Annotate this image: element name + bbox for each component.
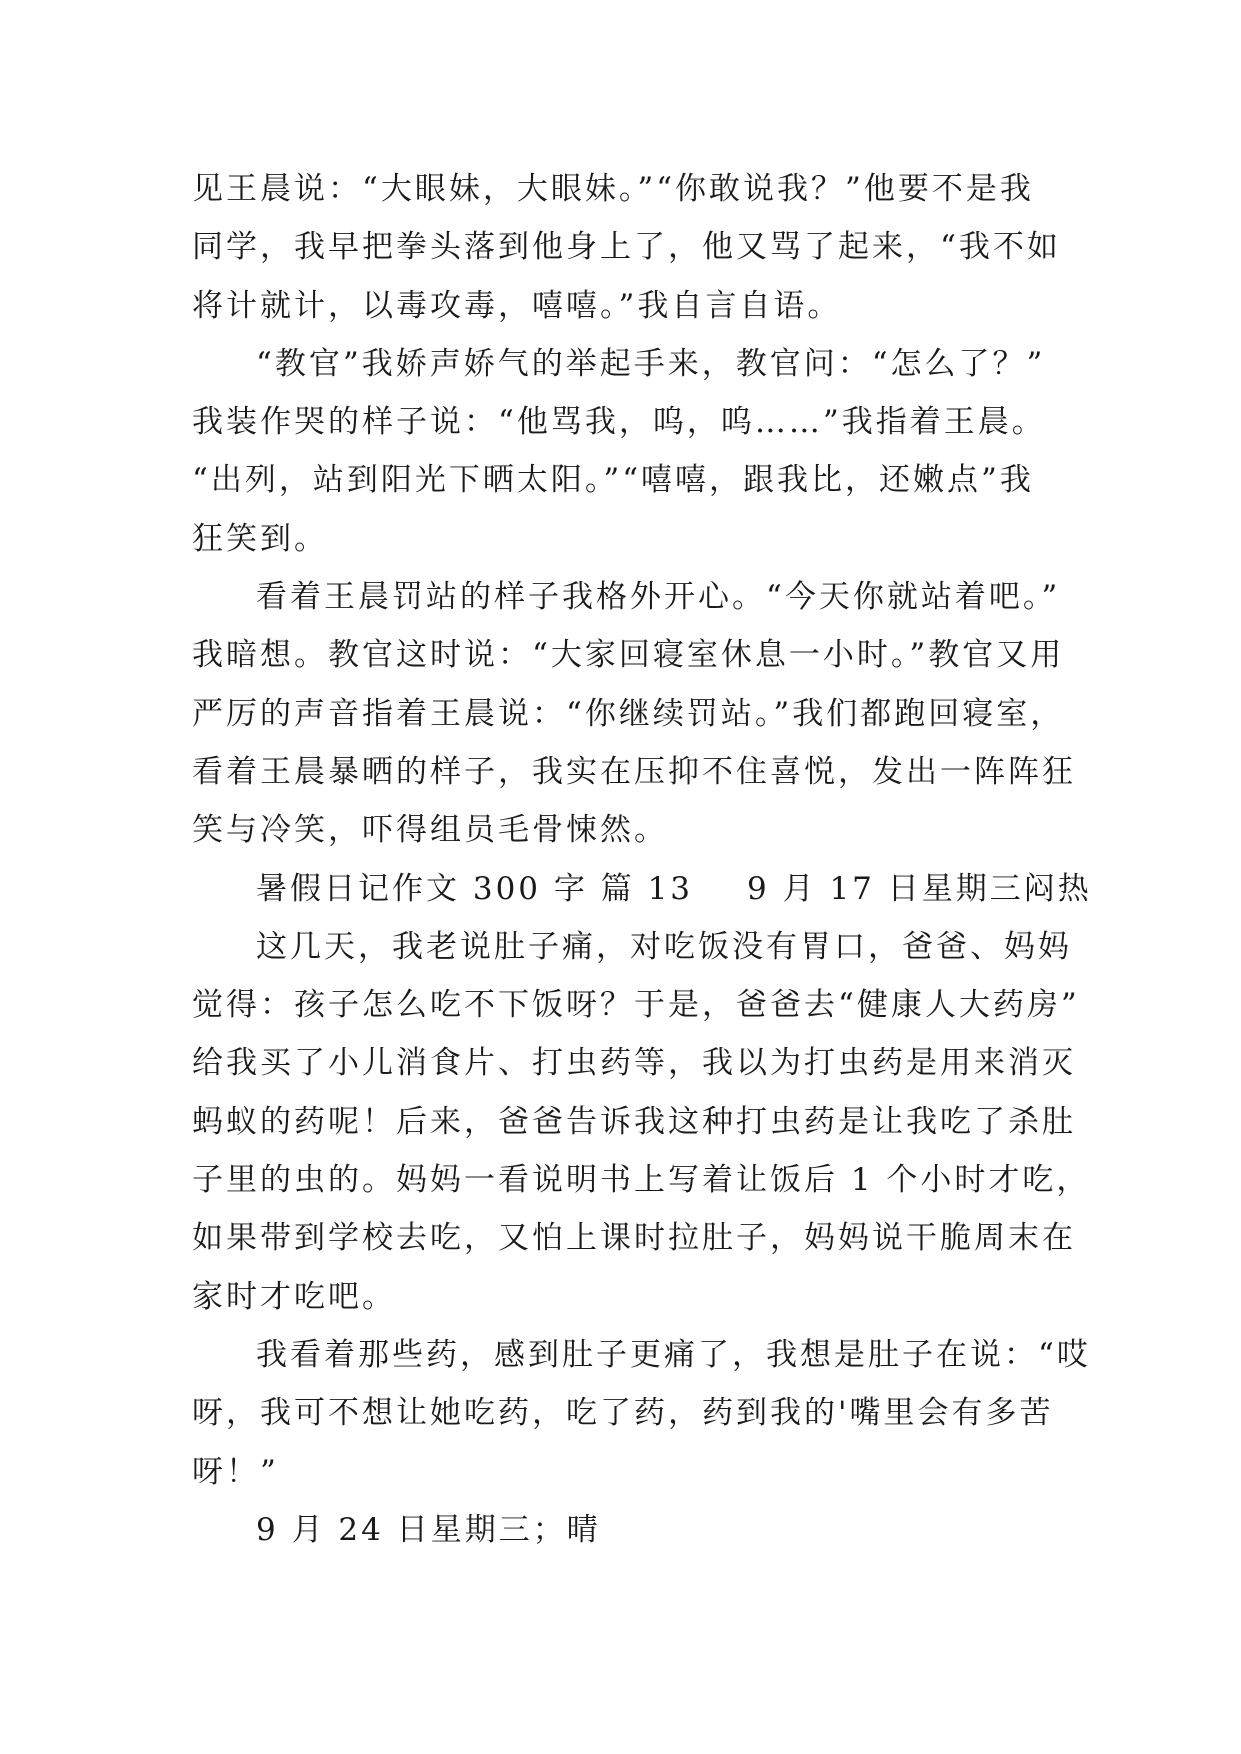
text-line: 笑与冷笑，吓得组员毛骨悚然。	[192, 812, 668, 849]
document-body	[192, 160, 1092, 1559]
text-line: 我装作哭的样子说：“他骂我，呜，呜……”我指着王晨。	[192, 404, 1046, 441]
text-line: 呀，我可不想让她吃药，吃了药，药到我的'嘴里会有多苦	[192, 1395, 1054, 1432]
paragraph-block-2	[192, 918, 1091, 1559]
entry-title: 暑假日记作文 300 字 篇 13	[256, 870, 694, 907]
text-line: 我看着那些药，感到肚子更痛了，我想是肚子在说：“哎	[256, 1336, 1091, 1373]
text-line: 狂笑到。	[192, 520, 328, 557]
text-line: “教官”我娇声娇气的举起手来，教官问：“怎么了？”	[256, 345, 1046, 382]
text-line: 蚂蚁的药呢！后来，爸爸告诉我这种打虫药是让我吃了杀肚	[192, 1103, 1076, 1140]
text-line: 觉得：孩子怎么吃不下饭呀？于是，爸爸去“健康人大药房”	[192, 987, 1080, 1024]
text-line: 子里的虫的。妈妈一看说明书上写着让饭后 1 个小时才吃，	[192, 1162, 1091, 1199]
text-line: 同学，我早把拳头落到他身上了，他又骂了起来，“我不如	[192, 229, 1061, 266]
text-line: 呀！”	[192, 1453, 279, 1490]
text-line: 见王晨说：“大眼妹，大眼妹。”“你敢说我？”他要不是我	[192, 171, 1034, 207]
text-line: 严厉的声音指着王晨说：“你继续罚站。”我们都跑回寝室，	[192, 695, 1065, 732]
text-line: 我暗想。教官这时说：“大家回寝室休息一小时。”教官又用	[192, 637, 1065, 674]
entry-date: 9 月 17 日星期三闷热	[747, 870, 1092, 907]
text-line: 9 月 24 日星期三；晴	[256, 1511, 601, 1548]
text-line: 如果带到学校去吃，又怕上课时拉肚子，妈妈说干脆周末在	[192, 1220, 1076, 1257]
text-line: 给我买了小儿消食片、打虫药等，我以为打虫药是用来消灭	[192, 1045, 1076, 1082]
text-line: “出列，站到阳光下晒太阳。”“嘻嘻，跟我比，还嫩点”我	[192, 462, 1034, 499]
text-line: 家时才吃吧。	[192, 1278, 396, 1315]
text-line: 看着王晨罚站的样子我格外开心。“今天你就站着吧。”	[256, 579, 1061, 616]
text-line: 看着王晨暴晒的样子，我实在压抑不住喜悦，发出一阵阵狂	[192, 753, 1076, 790]
text-line: 这几天，我老说肚子痛，对吃饭没有胃口，爸爸、妈妈	[256, 928, 1072, 965]
text-line: 将计就计，以毒攻毒，嘻嘻。”我自言自语。	[192, 287, 842, 324]
entry-heading	[192, 860, 1092, 918]
paragraph-block-1	[192, 160, 1076, 860]
